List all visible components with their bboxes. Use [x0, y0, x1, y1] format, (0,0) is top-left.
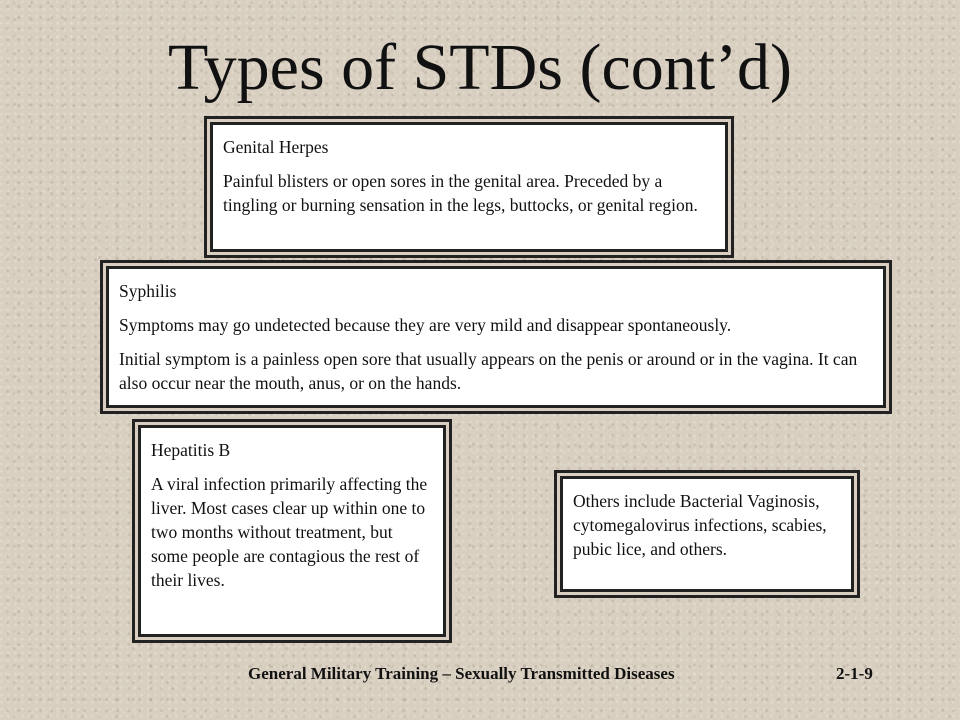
syphilis-heading: Syphilis [119, 281, 177, 301]
hepatitis-b-box [138, 425, 446, 637]
genital-herpes-text: Painful blisters or open sores in the genital area. Preceded by a tingling or burning sensation in the legs, buttocks, or genital region. [223, 171, 698, 215]
genital-herpes-heading: Genital Herpes [223, 137, 329, 157]
syphilis-text-2: Initial symptom is a painless open sore that usually appears on the penis or around or in the vagina. It can also occur near the mouth, anus, or on the hands. [119, 349, 858, 393]
genital-herpes-box [210, 122, 728, 252]
syphilis-text-1: Symptoms may go undetected because they are very mild and disappear spontaneously. [119, 315, 732, 335]
footer-page-number: 2-1-9 [836, 664, 873, 683]
footer-course-title: General Military Training – Sexually Transmitted Diseases [248, 664, 675, 683]
others-text: Others include Bacterial Vaginosis, cytomegalovirus infections, scabies, pubic lice, and others. [573, 491, 827, 559]
others-box [560, 476, 854, 592]
slide-title: Types of STDs (cont’d) [167, 31, 793, 104]
hepatitis-b-text: A viral infection primarily affecting the liver. Most cases clear up within one to two months without treatment, but some people are contagious the rest of their lives. [151, 474, 428, 590]
syphilis-box [106, 266, 886, 408]
hepatitis-b-heading: Hepatitis B [151, 440, 231, 460]
